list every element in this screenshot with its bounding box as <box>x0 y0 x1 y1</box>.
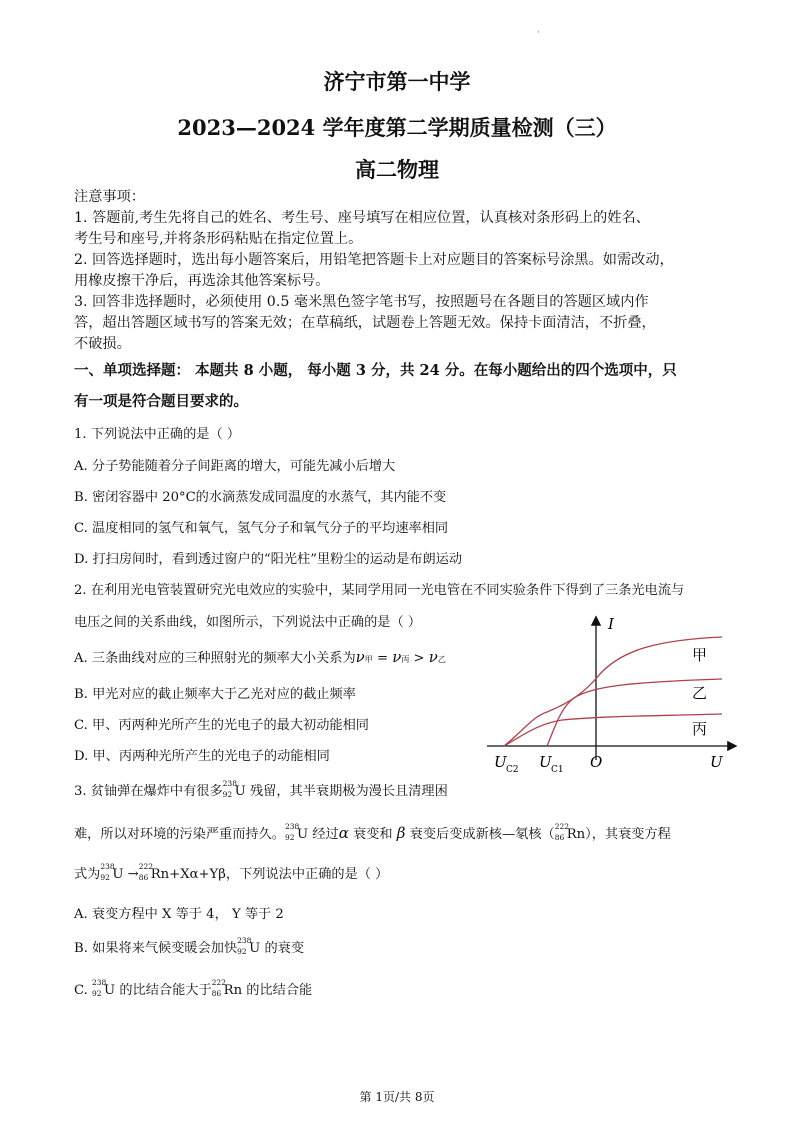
stem-text: U 经过 <box>297 827 339 842</box>
stem-text: 难，所以对环境的污染严重而持久。 <box>74 827 285 842</box>
nu-symbol: ν <box>392 648 402 666</box>
curve-bing-label: 丙 <box>692 720 708 738</box>
question-1-option-a: A. 分子势能随着分子间距离的增大，可能先减小后增大 <box>74 459 396 474</box>
option-text: U 的比结合能大于 <box>104 983 212 998</box>
section-heading: 有一项是符合题目要求的。 <box>74 393 248 410</box>
mass-number: 222 <box>554 822 570 831</box>
option-text: U 的衰变 <box>249 941 305 956</box>
scan-dot: · <box>537 28 540 38</box>
question-1-option-c: C. 温度相同的氢气和氧气，氢气分子和氧气分子的平均速率相同 <box>74 521 449 536</box>
uc2-label: U <box>494 753 507 771</box>
subject-title: 高二物理 <box>355 157 439 182</box>
note-line: 用橡皮擦干净后，再选涂其他答案标号。 <box>74 273 330 289</box>
mass-number: 238 <box>237 936 252 945</box>
alpha-symbol: α <box>338 824 349 842</box>
question-3-option-b <box>74 937 304 956</box>
uranium-nuclide <box>223 781 235 799</box>
stem-text: U → <box>112 867 139 882</box>
question-2-stem: 电压之间的关系曲线，如图所示，下列说法中正确的是（ ） <box>74 615 422 630</box>
section-heading: 一、单项选择题： 本题共 8 小题， 每小题 3 分，共 24 分。在每小题给出的四个选项中，只 <box>74 362 677 379</box>
y-axis-label: I <box>608 615 614 633</box>
stem-text: 式为 <box>74 867 101 882</box>
radon-nuclide <box>212 980 224 998</box>
note-line: 3. 回答非选择题时，必须使用 0.5 毫米黑色签字笔书写，按照题号在各题目的答题区域内作 <box>74 294 649 310</box>
note-line: 考生号和座号,并将条形码粘贴在指定位置上。 <box>74 231 363 247</box>
beta-symbol: β <box>396 824 406 842</box>
stem-text: U 残留，其半衰期极为漫长且清理困 <box>234 784 448 799</box>
nu-subscript: 乙 <box>437 655 446 664</box>
notes-heading: 注意事项： <box>74 189 145 205</box>
page-footer: 第 1页/共 8页 <box>359 1090 435 1104</box>
uranium-nuclide <box>92 978 107 998</box>
option-text: C. <box>74 983 88 998</box>
atomic-number: 92 <box>92 989 102 998</box>
atomic-number: 92 <box>100 873 110 882</box>
uranium-nuclide <box>285 822 300 842</box>
note-line: 1. 答题前,考生先将自己的姓名、考生号、座号填写在相应位置，认真核对条形码上的姓名、 <box>74 210 650 226</box>
atomic-number: 86 <box>138 873 149 882</box>
question-3-equation <box>74 863 388 882</box>
uranium-nuclide <box>100 862 115 882</box>
nu-symbol: ν <box>355 648 365 666</box>
curve-bing <box>504 714 722 746</box>
curve-yi-label: 乙 <box>692 684 708 702</box>
uc2-subscript: C2 <box>506 765 519 775</box>
atomic-number: 86 <box>211 989 222 998</box>
note-line: 答，超出答题区域书写的答案无效；在草稿纸，试题卷上答题无效。保持卡面清洁，不折叠， <box>74 315 656 331</box>
mass-number: 238 <box>285 822 300 831</box>
note-line: 不破损。 <box>74 336 131 352</box>
question-2-option-c: C. 甲、丙两种光所产生的光电子的最大初动能相同 <box>74 718 369 733</box>
question-3-stem <box>74 823 671 842</box>
option-text: B. 如果将来气候变暖会加快 <box>74 941 238 956</box>
exam-title: 2023—2024 学年度第二学期质量检测（三） <box>177 115 617 140</box>
uc1-label: U <box>539 753 552 771</box>
stem-text: 衰变和 <box>348 827 397 842</box>
atomic-number: 92 <box>222 790 233 799</box>
atomic-number: 86 <box>554 833 565 842</box>
radon-nuclide <box>554 822 570 842</box>
atomic-number: 92 <box>237 947 247 956</box>
x-axis-label: U <box>710 753 723 771</box>
nu-symbol: ν <box>428 648 438 666</box>
option-text: Rn 的比结合能 <box>223 983 313 998</box>
origin-label: O <box>590 753 603 771</box>
mass-number: 222 <box>138 862 154 871</box>
stem-text: Rn+Xα+Yβ，下列说法中正确的是（ ） <box>150 867 389 882</box>
question-1-option-b: B. 密闭容器中 20°C的水滴蒸发成同温度的水蒸气，其内能不变 <box>74 490 447 505</box>
nu-subscript: 丙 <box>401 655 410 664</box>
question-1-stem: 1. 下列说法中正确的是（ ） <box>74 427 241 442</box>
photocurrent-graph <box>482 612 742 782</box>
mass-number: 238 <box>92 978 107 987</box>
mass-number: 238 <box>222 779 237 788</box>
nu-subscript: 甲 <box>364 655 373 664</box>
school-title: 济宁市第一中学 <box>323 69 471 94</box>
mass-number: 222 <box>211 978 226 987</box>
question-3-option-a: A. 衰变方程中 X 等于 4， Y 等于 2 <box>74 907 284 922</box>
greater-sign: > <box>409 651 429 666</box>
mass-number: 238 <box>100 862 115 871</box>
stem-text: 衰变后变成新核—氡核（ <box>405 827 555 842</box>
stem-text: Rn），其衰变方程 <box>566 827 671 842</box>
question-1-option-d: D. 打扫房间时，看到透过窗户的“阳光柱”里粉尘的运动是布朗运动 <box>74 552 463 567</box>
uranium-nuclide <box>237 936 252 956</box>
curve-jia <box>504 637 722 746</box>
stem-text: 3. 贫铀弹在爆炸中有很多 <box>74 784 223 799</box>
curve-jia-label: 甲 <box>692 646 708 664</box>
question-2-option-d: D. 甲、丙两种光所产生的光电子的动能相同 <box>74 749 330 764</box>
question-3-option-c <box>74 979 312 998</box>
question-3-stem <box>74 780 448 799</box>
note-line: 2. 回答选择题时，选出每小题答案后，用铅笔把答题卡上对应题目的答案标号涂黑。如需改动， <box>74 252 674 268</box>
question-2-option-b: B. 甲光对应的截止频率大于乙光对应的截止频率 <box>74 687 356 702</box>
question-2-option-a <box>74 647 446 666</box>
atomic-number: 92 <box>285 833 295 842</box>
option-a-text: A. 三条曲线对应的三种照射光的频率大小关系为 <box>74 651 356 666</box>
radon-nuclide <box>138 862 154 882</box>
question-2-stem: 2. 在利用光电管装置研究光电效应的实验中，某同学用同一光电管在不同实验条件下得到了三条光电流与 <box>74 583 685 598</box>
equals-sign: = <box>372 651 393 666</box>
uc1-subscript: C1 <box>551 765 564 775</box>
